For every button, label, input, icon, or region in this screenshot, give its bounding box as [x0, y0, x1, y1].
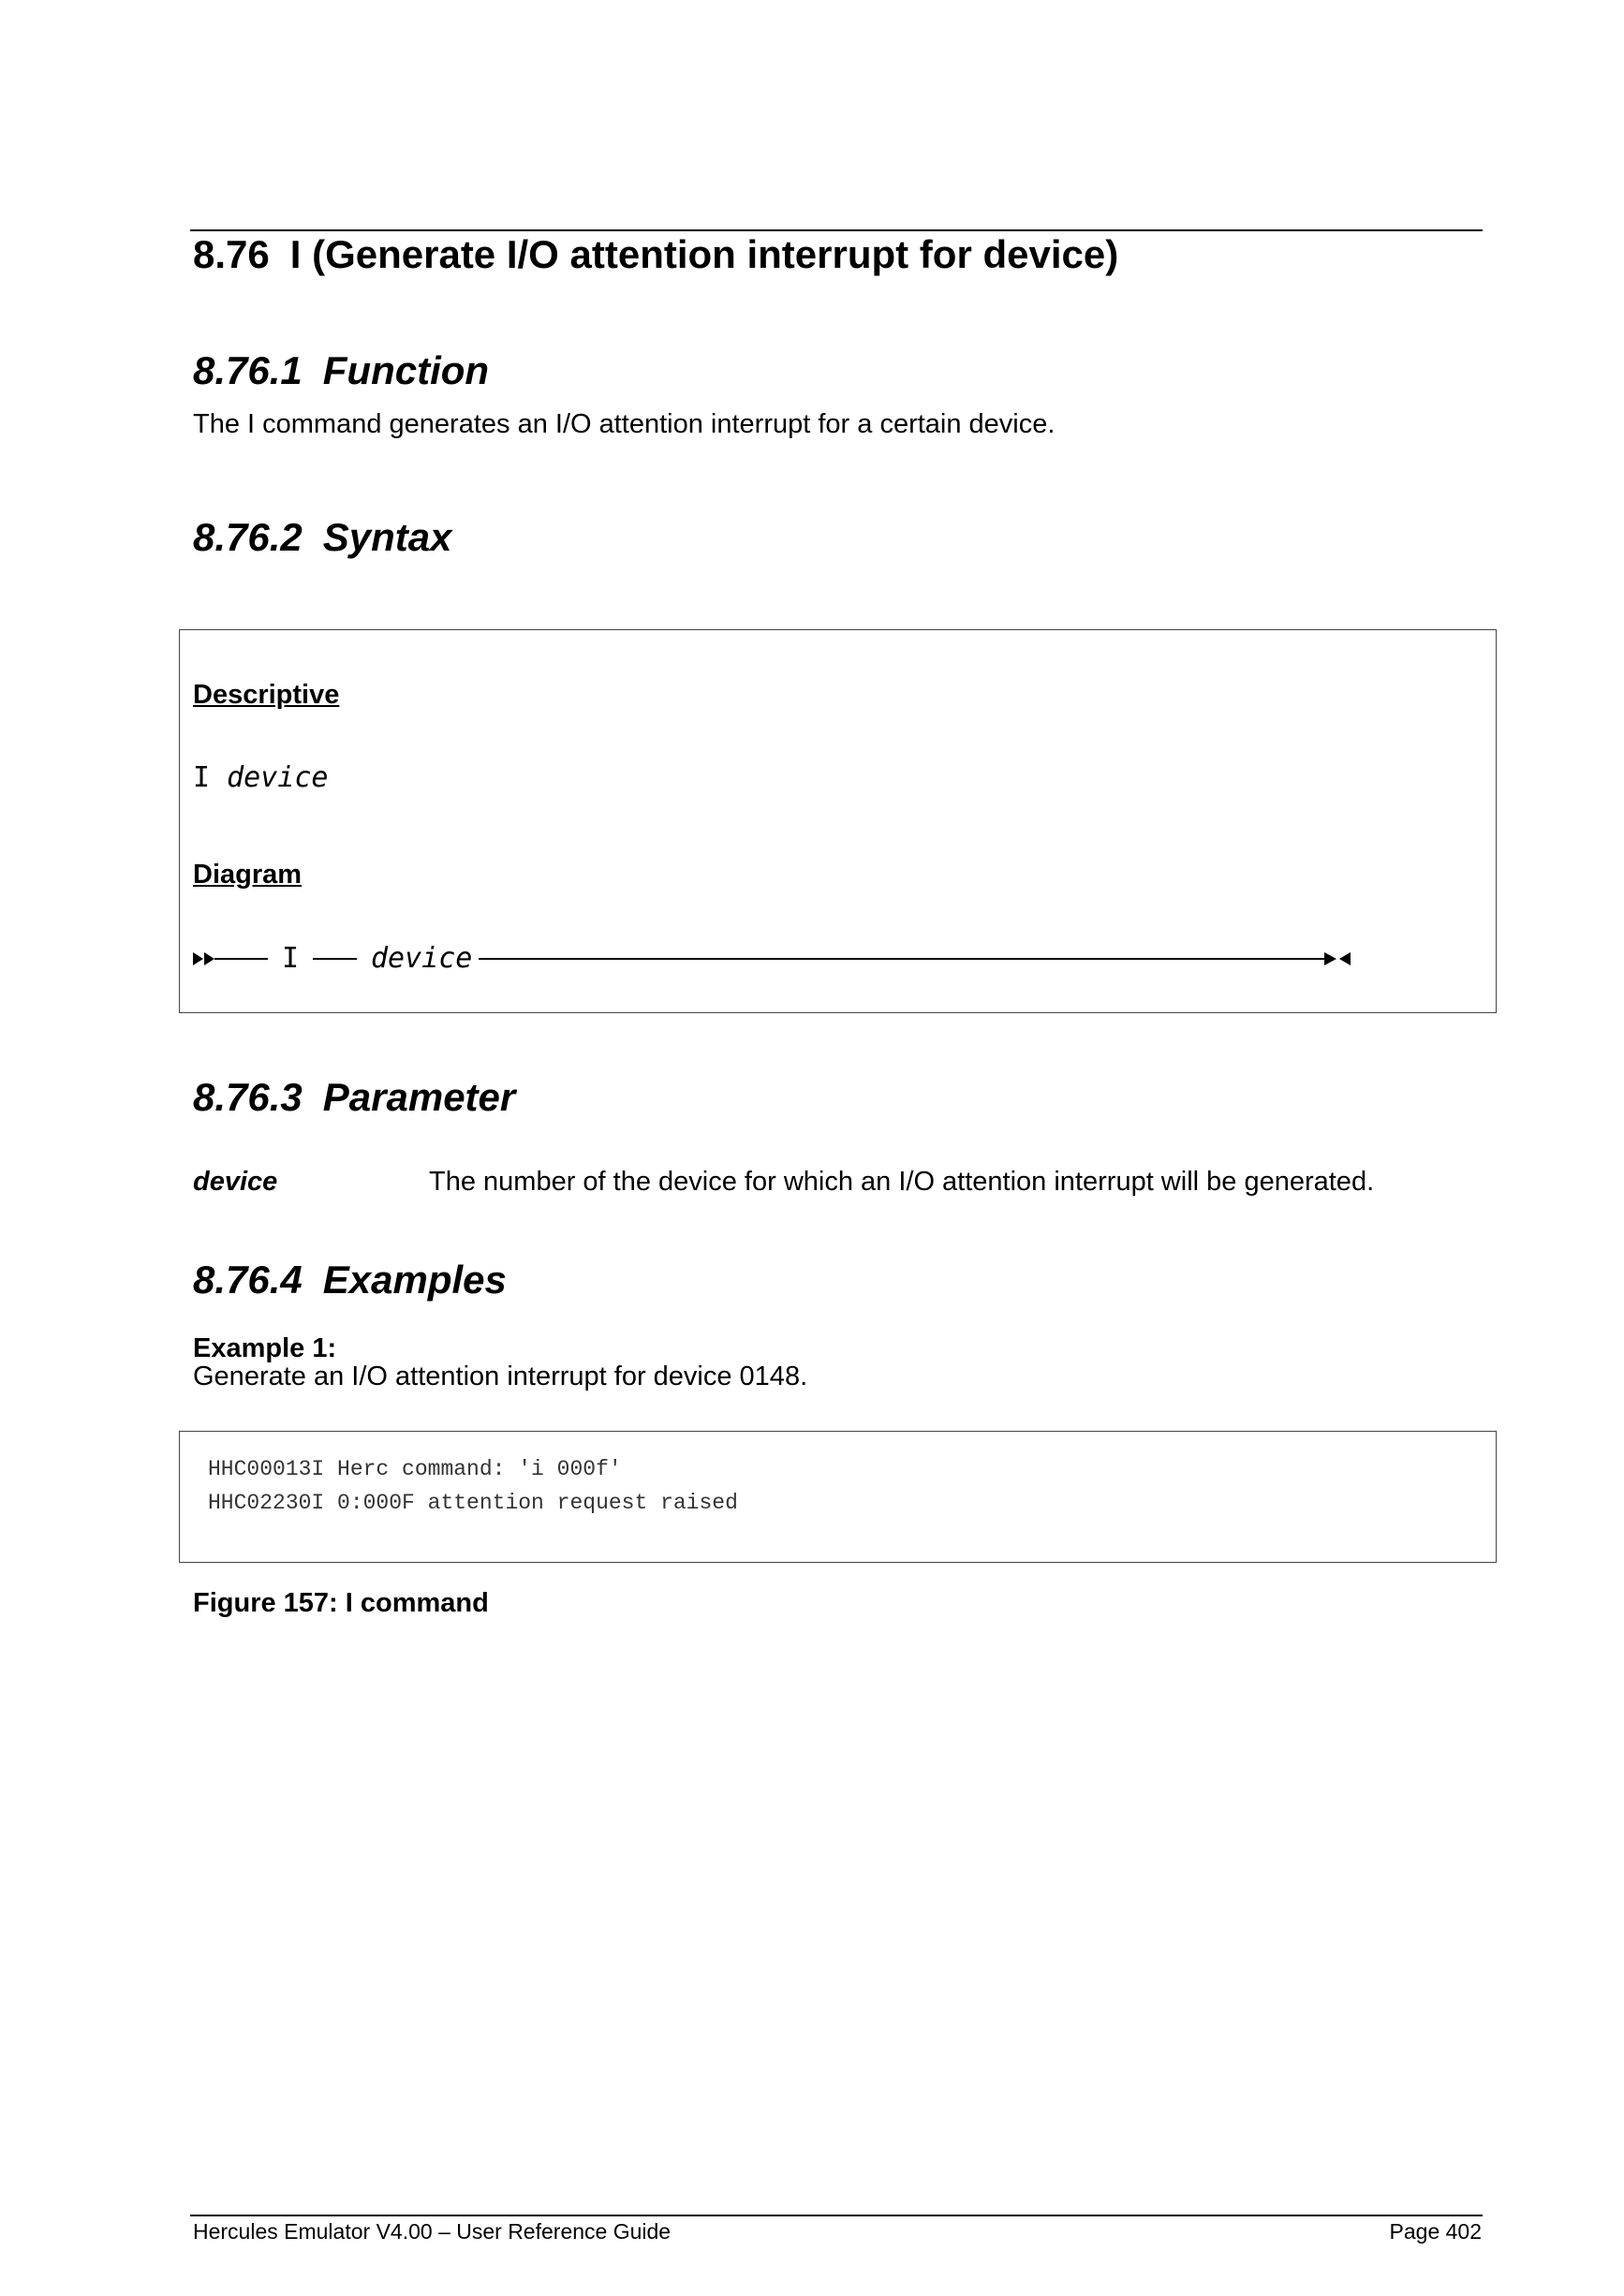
start-arrow-1	[193, 952, 203, 965]
section-title: I (Generate I/O attention interrupt for device)	[289, 232, 1119, 276]
syntax-heading	[193, 515, 452, 560]
end-arrow-1	[1324, 952, 1336, 965]
diagram-argument: device	[371, 942, 473, 975]
footer-rule	[190, 2215, 1483, 2216]
descriptive-command: I	[193, 761, 211, 794]
diagram-label: Diagram	[193, 860, 303, 890]
function-number: 8.76.1	[193, 348, 303, 392]
examples-title: Examples	[322, 1258, 507, 1302]
syntax-title: Syntax	[322, 515, 452, 559]
section-number: 8.76	[193, 232, 270, 276]
function-title: Function	[322, 348, 490, 392]
parameter-number: 8.76.3	[193, 1075, 303, 1119]
syntax-diagram	[193, 940, 1382, 978]
examples-heading	[193, 1258, 507, 1303]
function-heading	[193, 348, 489, 393]
code-line: HHC02230I 0:000F attention request raised	[208, 1491, 738, 1515]
function-text: The I command generates an I/O attention interrupt for a certain device.	[193, 409, 1056, 439]
syntax-number: 8.76.2	[193, 515, 303, 559]
examples-number: 8.76.4	[193, 1258, 303, 1302]
start-arrow-2	[204, 952, 214, 965]
parameter-heading	[193, 1075, 515, 1120]
diagram-command: I	[282, 942, 300, 975]
page-number: Page 402	[1389, 2219, 1482, 2244]
section-heading	[193, 232, 1118, 277]
parameter-title: Parameter	[322, 1075, 516, 1119]
header-rule	[190, 229, 1483, 231]
footer-title: Hercules Emulator V4.00 – User Reference Guide	[193, 2219, 672, 2244]
example-text: Generate an I/O attention interrupt for device 0148.	[193, 1361, 808, 1391]
parameter-name: device	[193, 1167, 278, 1197]
figure-caption: Figure 157: I command	[193, 1588, 489, 1618]
end-arrow-2	[1339, 952, 1351, 965]
code-line: HHC00013I Herc command: 'i 000f'	[208, 1457, 622, 1481]
code-box	[179, 1431, 1497, 1563]
parameter-description: The number of the device for which an I/O attention interrupt will be generated.	[429, 1167, 1375, 1197]
descriptive-label: Descriptive	[193, 680, 340, 710]
descriptive-syntax	[193, 761, 329, 794]
descriptive-argument: device	[227, 761, 329, 794]
example-label: Example 1:	[193, 1333, 337, 1363]
